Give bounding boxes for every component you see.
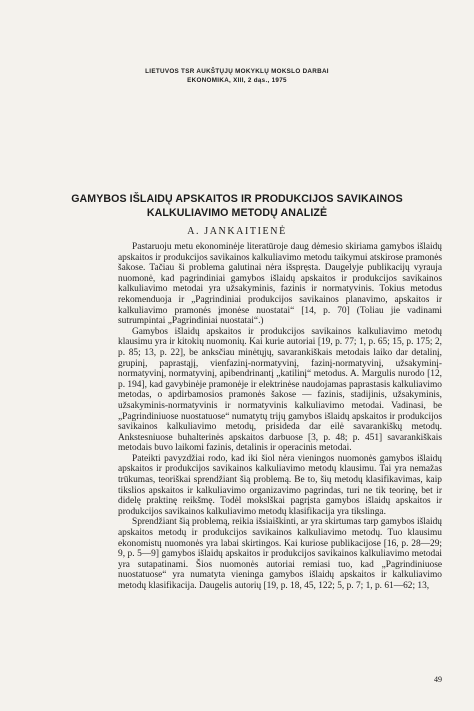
author-name: A. JANKAITIENĖ xyxy=(187,226,287,237)
journal-header xyxy=(0,68,474,85)
article-body xyxy=(118,242,442,592)
journal-header-line2: EKONOMIKA, XIII, 2 dąs., 1975 xyxy=(187,76,287,84)
article-title xyxy=(40,192,434,220)
article-title-line2: KALKULIAVIMO METODŲ ANALIZĖ xyxy=(146,207,328,219)
paragraph: Pateikti pavyzdžiai rodo, kad iki šiol nėra vieningos nuomonės gamybos išlaidų apskaitos ir produkcijos savikainos kalkuliavimo metodų klausimu. Tai yra nemažas trūkumas, teoriškai sprendžiant šią problemą. Be to, šių metodų klasifikavimas, kaip tikslios apskaitos ir kalkuliavimo organizavimo pagrindas, turi ne tik teorinę, bet ir didelę praktinę reikšmę. Todėl mokslškai pagrįsta gamybos išlaidų apskaitos ir produkcijos savikainos kalkuliavimo metodų klasifikacija yra tikslinga. xyxy=(118,453,442,517)
article-title-line1: GAMYBOS IŠLAIDŲ APSKAITOS IR PRODUKCIJOS SAVIKAINOS xyxy=(71,193,403,205)
paragraph: Sprendžiant šią problemą, reikia išsiaiškinti, ar yra skirtumas tarp gamybos išlaidų apskaitos metodų ir produkcijos savikainos kalkuliavimo metodų. Tuo klausimu ekonomistų nuomonės yra labai skirtingos. Kai kuriose publikacijose [16, p. 28—29; 9, p. 5—9] gamybos išlaidų apskaitos ir produkcijos savikainos kalkuliavimo metodai yra sutapatinami. Šios nuomonės autoriai remiasi tuo, kad „Pagrindiniuose nuostatuose“ yra numatyta vieninga gamybos išlaidų apskaitos ir kalkuliavimo metodų klasifikacija. Daugelis autorių [19, p. 18, 45, 122; 5, p. 7; 1, p. 61—62; 13, xyxy=(118,517,442,591)
page-number: 49 xyxy=(434,675,442,684)
journal-header-line1: LIETUVOS TSR AUKŠTŲJŲ MOKYKLŲ MOKSLO DARBAI xyxy=(145,68,329,75)
paragraph: Pastaruoju metu ekonominėje literatūroje daug dėmesio skiriama gamybos išlaidų apskaitos ir produkcijos savikainos kalkuliavimo metodu taikymui atskirose pramonės šakose. Tačiau ši problema galutinai nėra išspręsta. Daugelyje publikacijų vyrauja nuomonė, kad pagrindiniai gamybos išlaidų apskaitos ir produkcijos savikainos kalkuliavimo metodai yra užsakyminis, fazinis ir normatyvinis. Tokius metodus rekomenduoja ir „Pagrindiniai produkcijos savikainos planavimo, apskaitos ir kalkuliavimo pramonės įmonėse nuostatai“ [14, p. 70] (Toliau jie vadinami sutrumpintai „Pagrindiniai nuostatai“.) xyxy=(118,242,442,327)
paragraph: Gamybos išlaidų apskaitos ir produkcijos savikainos kalkuliavimo metodų klausimu yra ir kitokių nuomonių. Kai kurie autoriai [19, p. 77; 1, p. 65; 15, p. 175; 2, p. 85; 13, p. 22], be anksčiau minėtųjų, savarankiškais metodais laiko dar detalinį, grupinį, paprastąjį, vienfazinį-normatyvinį, fazinį-normatyvinį, užsakyminį-normatyvinį, normatyvinį, apibendrinantį „katilinį“ metodus. A. Margulis nurodo [12, p. 194], kad gavybinėje pramonėje ir elektrinėse naudojamas paprastasis kalkuliavimo metodas, o apdirbamosios pramonės šakose — fazinis, stadijinis, užsakyminis, užsakyminis-normatyvinis ir normatyvinis kalkuliavimo metodai. Vadinasi, be „Pagrindiniuose nuostatuose“ numatytų trijų gamybos išlaidų apskaitos ir produkcijos savikainos kalkuliavimo metodų, prisideda dar eilė savarankiškų metodų. Ankstesniuose buhalterinės apskaitos darbuose [3, p. 48; p. 451] savarankiškais metodais buvo laikomi fazinis, detalinis ir operacinis metodai. xyxy=(118,326,442,454)
